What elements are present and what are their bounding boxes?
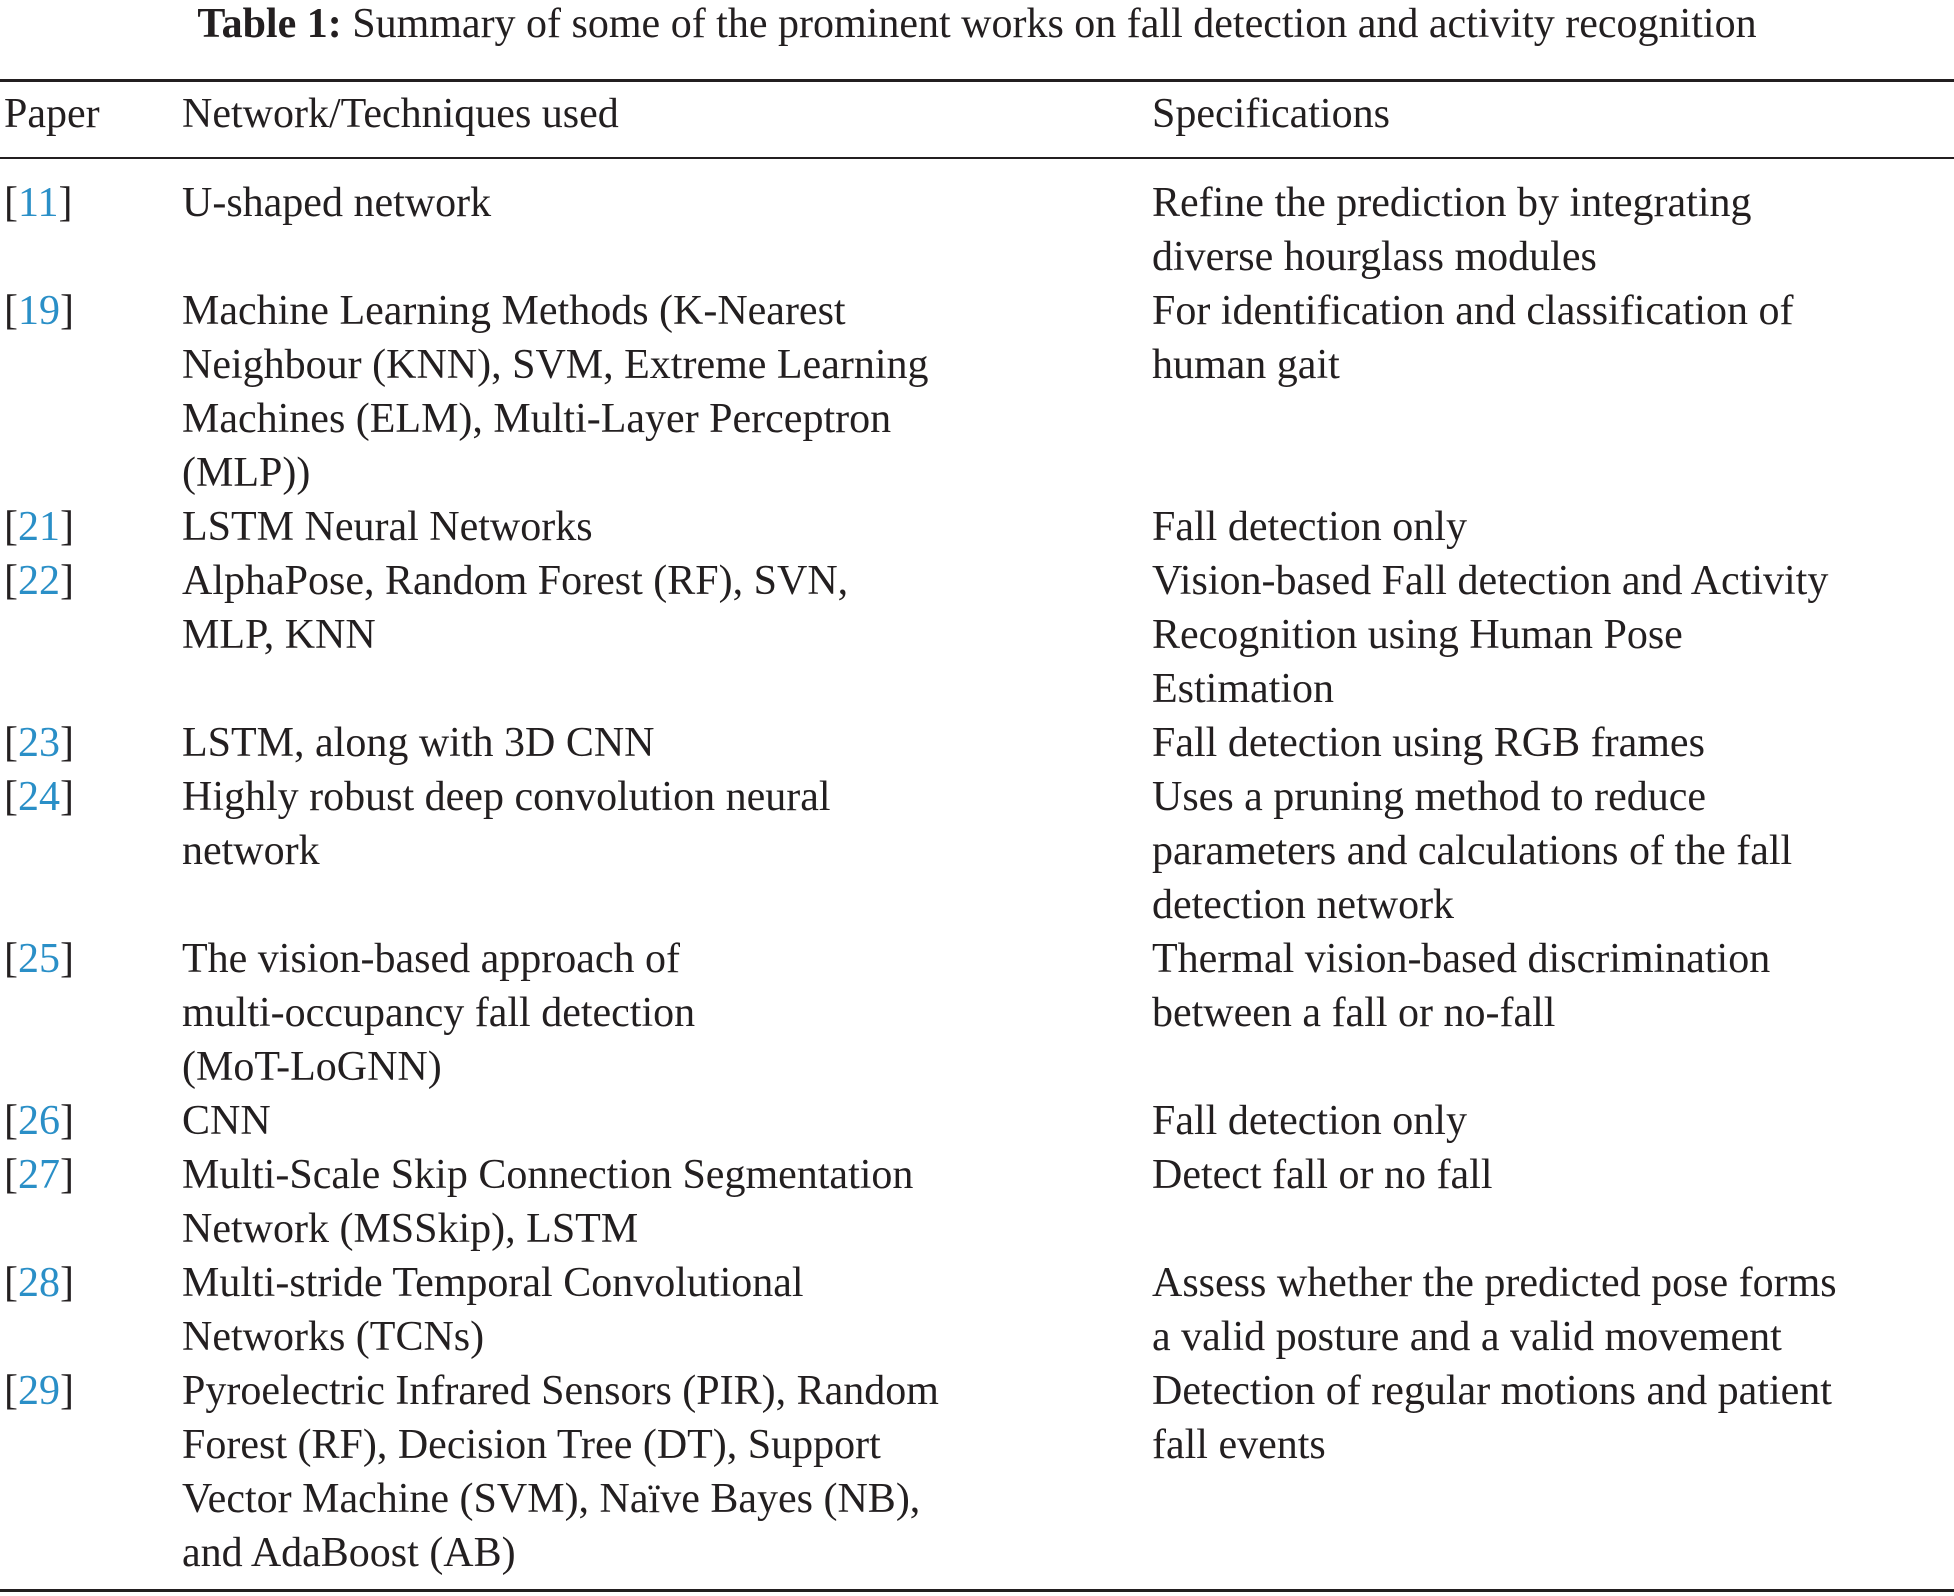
specification-cell: Vision-based Fall detection and Activity Recognition using Human Pose Estimation (1152, 558, 1829, 712)
table-row (0, 1256, 1954, 1364)
paper-ref-cell (4, 932, 74, 986)
ref-bracket-close: ] (60, 1152, 74, 1198)
technique-cell: The vision-based approach of multi-occupancy fall detection (MoT-LoGNN) (182, 936, 696, 1090)
citation-link[interactable]: 11 (18, 180, 59, 226)
ref-bracket-close: ] (60, 288, 74, 334)
paper-ref-cell (4, 1094, 74, 1148)
ref-bracket-close: ] (60, 720, 74, 766)
citation-link[interactable]: 22 (18, 558, 60, 604)
technique-cell: Multi-stride Temporal Convolutional Networks (TCNs) (182, 1260, 804, 1360)
technique-cell: AlphaPose, Random Forest (RF), SVN, MLP, KNN (182, 558, 849, 658)
table-row (0, 284, 1954, 500)
paper-ref-cell (4, 770, 74, 824)
citation-link[interactable]: 24 (18, 774, 60, 820)
technique-cell: LSTM Neural Networks (182, 504, 593, 550)
specification-cell: Fall detection only (1152, 504, 1467, 550)
citation-link[interactable]: 19 (18, 288, 60, 334)
technique-cell: Multi-Scale Skip Connection Segmentation Network (MSSkip), LSTM (182, 1152, 914, 1252)
table-caption-text: Summary of some of the prominent works on fall detection and activity recognition (352, 1, 1757, 47)
citation-link[interactable]: 21 (18, 504, 60, 550)
table-row (0, 1148, 1954, 1256)
table-row (0, 1094, 1954, 1148)
specification-cell: Uses a pruning method to reduce parameters and calculations of the fall detection network (1152, 774, 1793, 928)
table-row (0, 554, 1954, 716)
paper-ref-cell (4, 500, 74, 554)
table-body (0, 176, 1954, 1580)
paper-ref-cell (4, 176, 72, 230)
ref-bracket-open: [ (4, 288, 18, 334)
ref-bracket-close: ] (60, 936, 74, 982)
citation-link[interactable]: 25 (18, 936, 60, 982)
ref-bracket-open: [ (4, 1260, 18, 1306)
technique-cell: CNN (182, 1098, 271, 1144)
ref-bracket-close: ] (60, 1098, 74, 1144)
paper-ref-cell (4, 1364, 74, 1418)
paper-ref-cell (4, 1256, 74, 1310)
citation-link[interactable]: 28 (18, 1260, 60, 1306)
table-top-rule (0, 79, 1954, 82)
ref-bracket-close: ] (60, 504, 74, 550)
ref-bracket-open: [ (4, 720, 18, 766)
header-network-techniques: Network/Techniques used (182, 91, 619, 137)
specification-cell: Assess whether the predicted pose forms a valid posture and a valid movement (1152, 1260, 1837, 1360)
paper-ref-cell (4, 284, 74, 338)
technique-cell: Highly robust deep convolution neural network (182, 774, 831, 874)
table-row (0, 176, 1954, 284)
technique-cell: Pyroelectric Infrared Sensors (PIR), Random Forest (RF), Decision Tree (DT), Support Vector Machine (SVM), Naïve Bayes (NB), and AdaBoost (AB) (182, 1368, 939, 1576)
ref-bracket-close: ] (60, 1368, 74, 1414)
specification-cell: Thermal vision-based discrimination between a fall or no-fall (1152, 936, 1771, 1036)
ref-bracket-close: ] (60, 1260, 74, 1306)
technique-cell: U-shaped network (182, 180, 492, 226)
table-caption (0, 0, 1954, 48)
ref-bracket-close: ] (60, 558, 74, 604)
paper-ref-cell (4, 716, 74, 770)
citation-link[interactable]: 27 (18, 1152, 60, 1198)
table-row (0, 716, 1954, 770)
table-caption-label: Table 1: (197, 1, 342, 47)
ref-bracket-open: [ (4, 558, 18, 604)
technique-cell: Machine Learning Methods (K-Nearest Neighbour (KNN), SVM, Extreme Learning Machines (ELM), Multi-Layer Perceptron (MLP)) (182, 288, 929, 496)
table-row (0, 932, 1954, 1094)
citation-link[interactable]: 29 (18, 1368, 60, 1414)
table-header-rule (0, 157, 1954, 159)
header-paper: Paper (4, 91, 100, 137)
citation-link[interactable]: 23 (18, 720, 60, 766)
paper-ref-cell (4, 554, 74, 608)
ref-bracket-open: [ (4, 1152, 18, 1198)
ref-bracket-close: ] (58, 180, 73, 226)
table-row (0, 770, 1954, 932)
specification-cell: For identification and classification of human gait (1152, 288, 1794, 388)
specification-cell: Fall detection only (1152, 1098, 1467, 1144)
table-header-row (0, 90, 1954, 148)
specification-cell: Refine the prediction by integrating diverse hourglass modules (1152, 180, 1752, 280)
specification-cell: Fall detection using RGB frames (1152, 720, 1705, 766)
header-specifications: Specifications (1152, 91, 1390, 137)
citation-link[interactable]: 26 (18, 1098, 60, 1144)
specification-cell: Detect fall or no fall (1152, 1152, 1493, 1198)
ref-bracket-open: [ (4, 180, 18, 226)
ref-bracket-open: [ (4, 936, 18, 982)
ref-bracket-open: [ (4, 774, 18, 820)
paper-ref-cell (4, 1148, 74, 1202)
ref-bracket-close: ] (60, 774, 74, 820)
ref-bracket-open: [ (4, 1098, 18, 1144)
technique-cell: LSTM, along with 3D CNN (182, 720, 655, 766)
ref-bracket-open: [ (4, 1368, 18, 1414)
table-bottom-rule (0, 1589, 1954, 1592)
specification-cell: Detection of regular motions and patient fall events (1152, 1368, 1832, 1468)
table-row (0, 500, 1954, 554)
ref-bracket-open: [ (4, 504, 18, 550)
table-row (0, 1364, 1954, 1580)
